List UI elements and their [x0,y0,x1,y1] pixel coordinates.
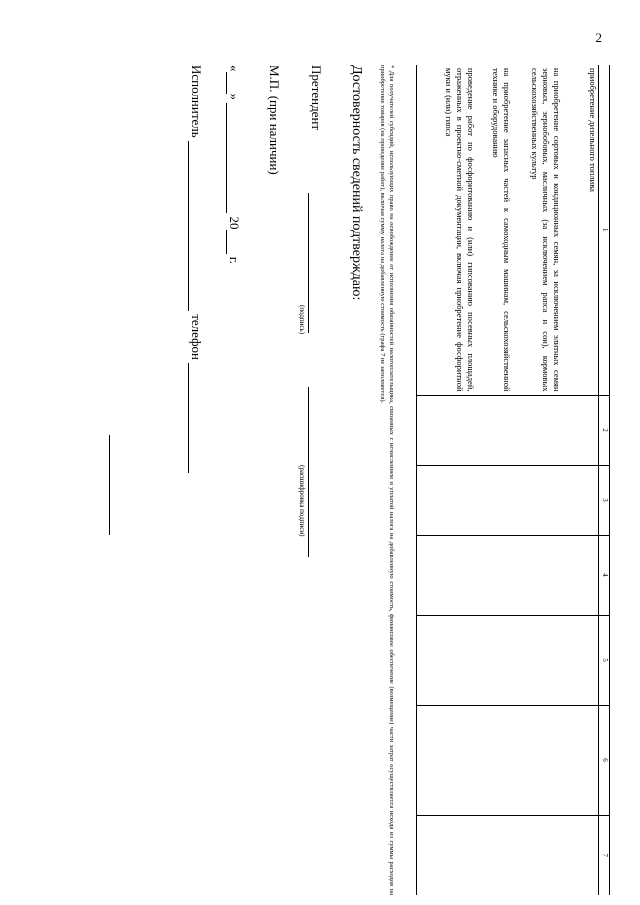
column-number: 6 [599,705,610,815]
confirmation-title: Достоверность сведений подтверждаю: [349,65,364,301]
column-number: 1 [599,65,610,395]
date-month-field[interactable] [226,103,240,213]
phone-label: телефон [189,314,204,360]
column-number: 5 [599,615,610,705]
executor-field[interactable] [188,141,202,311]
row-description: приобретение дизельного топлива [588,68,598,192]
column-number-row [599,65,610,895]
column-number: 7 [599,815,610,895]
signature-line[interactable] [308,193,322,333]
table-row [513,65,563,895]
executor-label: Исполнитель [189,65,204,138]
column-number: 3 [599,465,610,535]
row-description: на приобретение запасных частей к самоходным машинам, сельскохозяйственной технике и оборудованию [491,68,513,392]
row-description: на приобретение сортовых и кондиционных семян, за исключением элитных семян зерновых, зернобобовых, масличных (за исключением рапса и сои), кормовых сельскохозяйственных культур [530,68,563,392]
rotated-page-content [110,35,620,905]
table-row [563,65,599,895]
date-close-quote: » [227,93,242,100]
blank-line [109,435,110,535]
date-year-suffix: г. [227,256,242,264]
executor-row [188,65,204,473]
row-description: проведение работ по фосфоритованию и (или) гипсованию посевных площадей, отраженных в проектно-сметной документации, включая приобретение фосфоритной муки и (или) гипса [444,68,477,392]
date-row [226,65,242,264]
footnote: * Для получателей субсидий, использующих право на освобождение от исполнения обязанностей налогоплательщика, связанных с исчислением и уплатой налога на добавленную стоимость, финансовое обеспечение (возмещение) части затрат осуществляется исходя из суммы расходов на приобретение товаров (на проведение работ), включая сумму налога на добавленную стоимость (графа 7 не заполняется). [379,65,395,895]
date-day-field[interactable] [226,72,240,94]
page-number: 2 [595,30,602,45]
phone-field[interactable] [188,363,202,473]
applicant-row [308,65,324,557]
applicant-label: Претендент [309,65,324,131]
date-year-field[interactable] [226,230,240,254]
table-row [477,65,513,895]
date-open-quote: « [227,65,242,72]
date-year-prefix: 20 [227,216,242,230]
table-row [417,65,477,895]
expense-table [416,65,610,895]
column-number: 4 [599,535,610,615]
signature-hint: (подпись) [298,305,306,335]
stamp-label: М.П. (при наличии) [267,65,282,175]
signature-decode-line[interactable] [308,387,322,557]
column-number: 2 [599,395,610,465]
decode-hint: (расшифровка подписи) [298,465,306,537]
